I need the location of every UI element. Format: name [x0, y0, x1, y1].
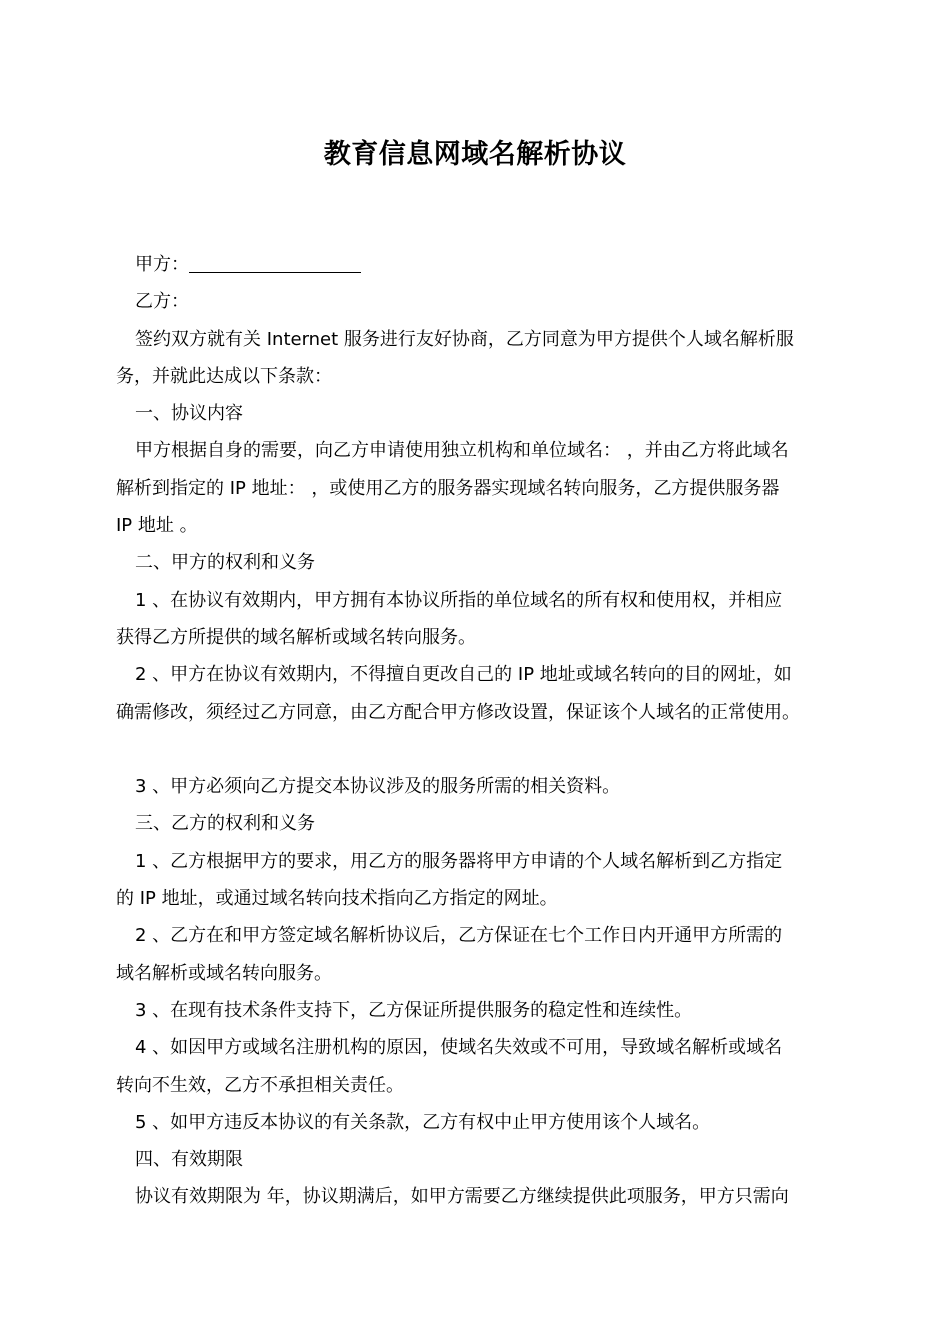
party-b-label: 乙方：	[135, 291, 189, 313]
text-line: 5 、如甲方违反本协议的有关条款，乙方有权中止甲方使用该个人域名。	[135, 1111, 711, 1133]
section-heading: 一、协议内容	[135, 403, 243, 425]
text-line: 3 、甲方必须向乙方提交本协议涉及的服务所需的相关资料。	[135, 776, 621, 798]
text-line: 3 、在现有技术条件支持下，乙方保证所提供服务的稳定性和连续性。	[135, 999, 693, 1021]
text-line: 1 、乙方根据甲方的要求，用乙方的服务器将甲方申请的个人域名解析到乙方指定	[135, 850, 783, 872]
party-a-blank	[189, 254, 361, 273]
section-heading: 四、有效期限	[135, 1149, 243, 1171]
blank-line	[116, 731, 836, 768]
document-title: 教育信息网域名解析协议	[323, 139, 627, 170]
text-line: 1 、在协议有效期内，甲方拥有本协议所指的单位域名的所有权和使用权，并相应	[135, 589, 783, 611]
text-line: 务，并就此达成以下条款：	[116, 365, 332, 387]
party-b-line	[116, 283, 836, 320]
section-heading: 二、甲方的权利和义务	[135, 552, 315, 574]
text-line: 2 、乙方在和甲方签定域名解析协议后，乙方保证在七个工作日内开通甲方所需的	[135, 925, 783, 947]
text-line: 获得乙方所提供的域名解析或域名转向服务。	[116, 626, 476, 648]
document-body	[116, 246, 836, 1216]
text-line: IP 地址 。	[116, 515, 198, 537]
text-line: 解析到指定的 IP 地址： ，或使用乙方的服务器实现域名转向服务，乙方提供服务器	[116, 477, 780, 499]
text-line: 签约双方就有关 Internet 服务进行友好协商，乙方同意为甲方提供个人域名解析服	[135, 328, 794, 350]
text-line: 域名解析或域名转向服务。	[116, 962, 332, 984]
party-a-label: 甲方：	[135, 254, 189, 275]
party-a-line	[116, 246, 836, 283]
text-line: 的 IP 地址，或通过域名转向技术指向乙方指定的网址。	[116, 888, 558, 910]
text-line: 4 、如因甲方或域名注册机构的原因，使域名失效或不可用，导致域名解析或域名	[135, 1037, 783, 1059]
text-line: 确需修改，须经过乙方同意，由乙方配合甲方修改设置，保证该个人域名的正常使用。	[116, 701, 800, 723]
section-heading: 三、乙方的权利和义务	[135, 813, 315, 835]
text-line: 转向不生效，乙方不承担相关责任。	[116, 1074, 404, 1096]
text-line: 协议有效期限为 年，协议期满后，如甲方需要乙方继续提供此项服务，甲方只需向	[135, 1186, 789, 1208]
text-line: 2 、甲方在协议有效期内，不得擅自更改自己的 IP 地址或域名转向的目的网址，如	[135, 664, 792, 686]
text-line: 甲方根据自身的需要，向乙方申请使用独立机构和单位域名： ，并由乙方将此域名	[135, 440, 789, 462]
